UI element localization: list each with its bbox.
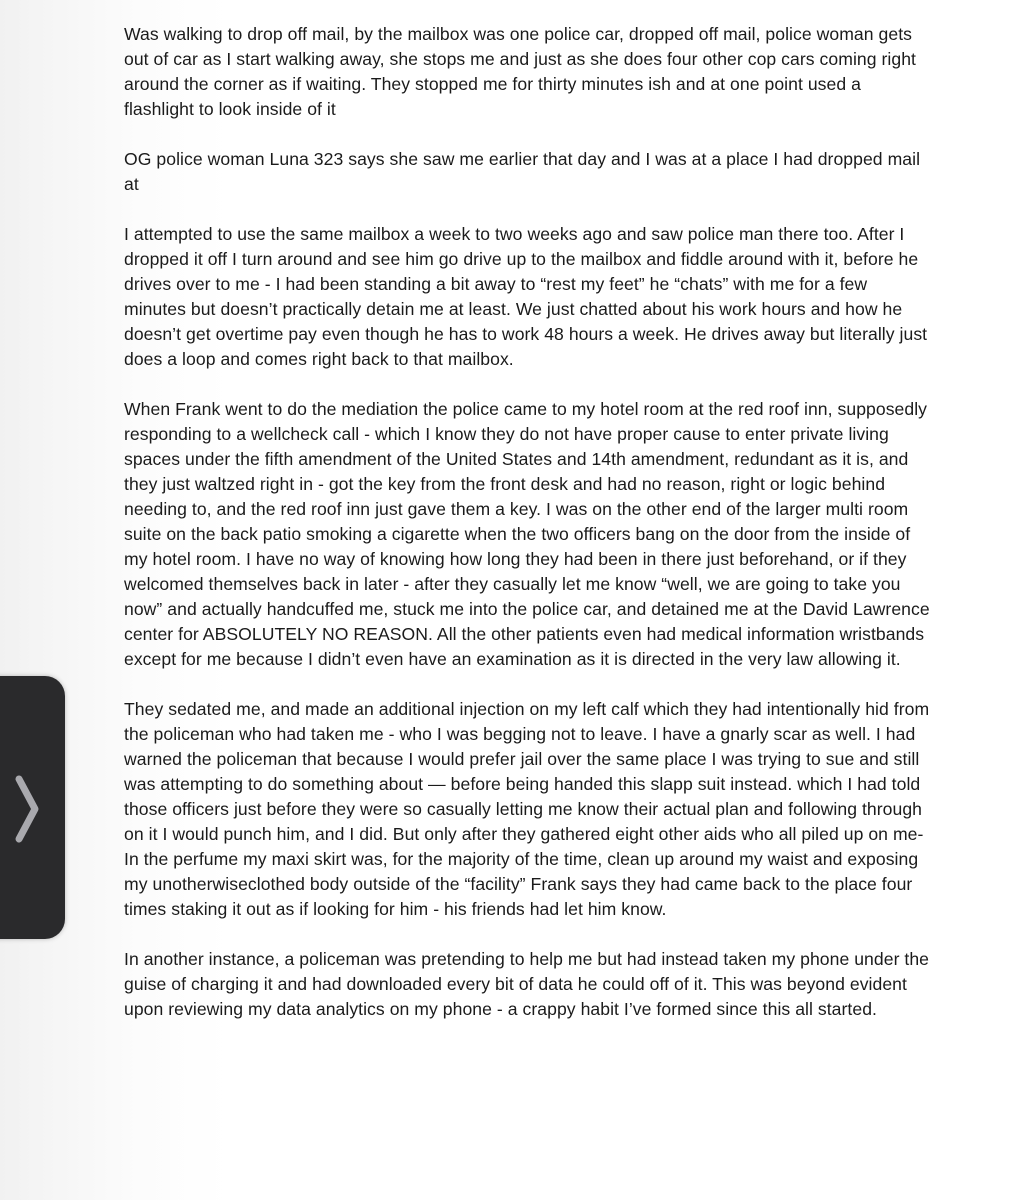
paragraph-6: In another instance, a policeman was pretending to help me but had instead taken my phone under the guise of charging it and had downloaded every bit of data he could off of it. This was beyond evident upon reviewing my data analytics on my phone - a crappy habit I’ve formed since this all started. — [124, 949, 930, 1019]
paragraph-4: When Frank went to do the mediation the police came to my hotel room at the red roof inn, supposedly responding to a wellcheck call - which I know they do not have proper cause to enter private living spaces under the fifth amendment of the United States and 14th amendment, redundant as it is, and they just waltzed right in - got the key from the front desk and had no reason, right or logic behind needing to, and the red roof inn just gave them a key. I was on the other end of the larger multi room suite on the back patio smoking a cigarette when the two officers bang on the door from the inside of my hotel room. I have no way of knowing how long they had been in there just beforehand, or if they welcomed themselves back in later - after they casually let me know “well, we are going to take you now” and actually handcuffed me, stuck me into the police car, and detained me at the David Lawrence center for ABSOLUTELY NO REASON. All the other patients even had medical information wristbands except for me because I didn’t even have an examination as it is directed in the very law allowing it. — [124, 399, 930, 669]
paragraph-3: I attempted to use the same mailbox a week to two weeks ago and saw police man there too. After I dropped it off I turn around and see him go drive up to the mailbox and fiddle around with it, before he drives over to me - I had been standing a bit away to “rest my feet” he “chats” with me for a few minutes but doesn’t practically detain me at least. We just chatted about his work hours and how he doesn’t get overtime pay even though he has to work 48 hours a week. He drives away but literally just does a loop and comes right back to that mailbox. — [124, 224, 928, 369]
paragraph-2: OG police woman Luna 323 says she saw me earlier that day and I was at a place I had dropped mail at — [124, 149, 921, 194]
paragraph-5: They sedated me, and made an additional injection on my left calf which they had intentionally hid from the policeman who had taken me - who I was begging not to leave. I have a gnarly scar as well. I had warned the policeman that because I would prefer jail over the same place I was trying to sue and still was attempting to do something about — before being handed this slapp suit instead. which I had told those officers just before they were so casually letting me know their actual plan and following through on it I would punch him, and I did. But only after they gathered eight other aids who all piled up on me- In the perfume my maxi skirt was, for the majority of the time, clean up around my waist and exposing my unotherwiseclothed body outside of the “facility” Frank says they had came back to the place four times staking it out as if looking for him - his friends had let him know. — [124, 699, 930, 919]
paragraph-1: Was walking to drop off mail, by the mailbox was one police car, dropped off mail, police woman gets out of car as I start walking away, she stops me and just as she does four other cop cars coming right around the corner as if waiting. They stopped me for thirty minutes ish and at one point used a flashlight to look inside of it — [124, 24, 916, 119]
document-body — [124, 22, 934, 1047]
chevron-right-icon — [12, 773, 42, 845]
side-expand-tab[interactable] — [0, 676, 65, 939]
